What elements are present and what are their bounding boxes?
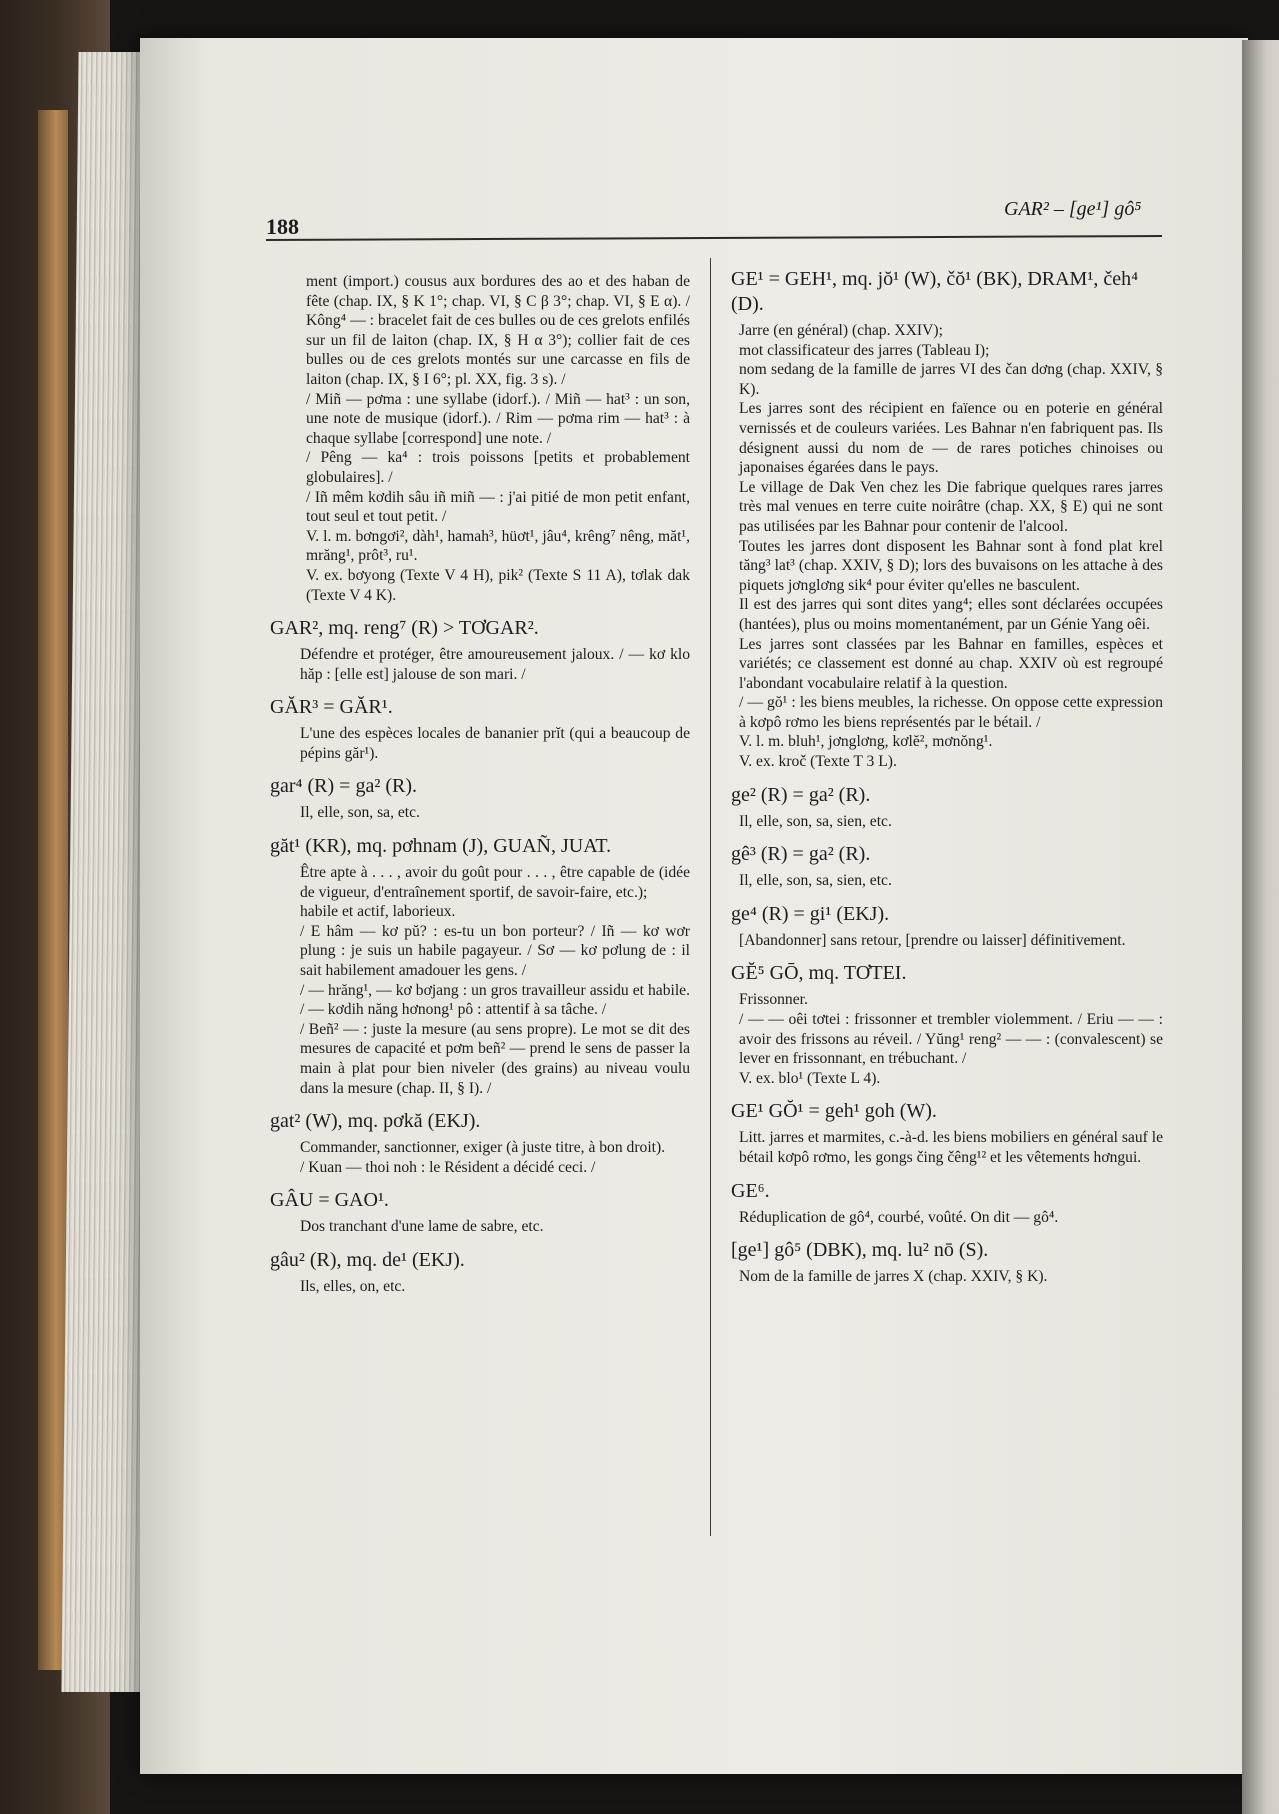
entry-definition: Le village de Dak Ven chez les Die fabrique quelques rares jarres très mal venues en terre cuite noirâtre (chap. XX, § E) qui ne sont pas utilisées par les Bahnar pour contenir de l'alcool. xyxy=(739,478,1163,535)
running-head: GAR² – [ge¹] gô⁵ xyxy=(1004,198,1142,220)
right-column xyxy=(731,256,1163,1287)
entry-definition: Toutes les jarres dont disposent les Bahnar sont à fond plat krel tăng³ lat³ (chap. XXIV, § D); lors des buvaisons on les attache à des piquets jơnglơng sik⁴ pour éviter qu'elles ne basculent. xyxy=(739,537,1163,594)
header-rule xyxy=(266,235,1162,241)
entry-headword: GĂR³ = GĂR¹. xyxy=(270,696,393,719)
entry-headword: [ge¹] gô⁵ (DBK), mq. lu² nō (S). xyxy=(731,1239,989,1262)
entry-definition: nom sedang de la famille de jarres VI des čan dơng (chap. XXIV, § K). xyxy=(739,361,1163,398)
entry-definition: V. ex. kroč (Texte T 3 L). xyxy=(739,753,897,771)
entry-headword: ge² (R) = ga² (R). xyxy=(731,783,871,806)
entry-definition: Jarre (en général) (chap. XXIV); xyxy=(739,322,943,339)
entry-definition: mot classificateur des jarres (Tableau I); xyxy=(739,341,990,359)
entry-definition: Il, elle, son, sa, etc. xyxy=(300,804,420,822)
entry-continuation: / Miñ — pơma : une syllabe (idorf.). / Miñ — hat³ : un son, une note de musique (idorf.). / Rim — pơma rim — hat³ : à chaque syllabe [correspond] une note. / xyxy=(306,390,690,447)
entry-definition: / Beñ² — : juste la mesure (au sens propre). Le mot se dit des mesures de capacité et pơm beñ² — prend le sens de passer la main à plat pour bien niveler (des grains) au niveau voulu dans la mesure (chap. II, § I). / xyxy=(300,1020,690,1097)
entry-headword: GAR², mq. reng⁷ (R) > TƠGAR². xyxy=(270,617,539,640)
left-column xyxy=(270,272,690,1297)
entry-headword: GÂU = GAO¹. xyxy=(270,1189,389,1212)
entry-definition: / Kuan — thoi noh : le Résident a décidé ceci. / xyxy=(300,1158,596,1176)
entry-headword: GE¹ = GEH¹, mq. jŏ¹ (W), čŏ¹ (BK), DRAM¹, čeh⁴ (D). xyxy=(731,268,1139,315)
entry-continuation: V. l. m. bơngơi², dàh¹, hamah³, hüơt¹, jâu⁴, krêng⁷ nêng, măt¹, mrăng¹, prôt³, ru¹. xyxy=(306,527,690,565)
entry-headword: gar⁴ (R) = ga² (R). xyxy=(270,775,417,798)
entry-headword: gê³ (R) = ga² (R). xyxy=(731,843,871,866)
entry-headword: GE⁶. xyxy=(731,1179,770,1202)
entry-headword: găt¹ (KR), mq. pơhnam (J), GUAÑ, JUAT. xyxy=(270,835,612,858)
entry-definition: Commander, sanctionner, exiger (à juste titre, à bon droit). xyxy=(300,1139,666,1157)
entry-definition: Litt. jarres et marmites, c.-à-d. les biens mobiliers en général sauf le bétail kơpô rơmo, les gongs čing čêng¹² et les vêtements hơngui. xyxy=(739,1129,1163,1166)
entry-definition: Dos tranchant d'une lame de sabre, etc. xyxy=(300,1218,544,1236)
entry-headword: GE¹ GŎ¹ = geh¹ goh (W). xyxy=(731,1100,937,1123)
entry-definition: Nom de la famille de jarres X (chap. XXIV, § K). xyxy=(739,1268,1048,1286)
entry-definition: Il est des jarres qui sont dites yang⁴; elles sont déclarées occupées (hantées), plus ou moins momentanément, par un Génie Yang oêi. xyxy=(739,596,1163,633)
entry-definition: / — — oêi tơtei : frissonner et trembler violemment. / Eriu — — : avoir des frissons au réveil. / Yŭng¹ reng² — — : (convalescent) se lever en frissonnant, en trébuchant. / xyxy=(739,1011,1163,1068)
entry-continuation: / Pêng — ka⁴ : trois poissons [petits et probablement globulaires]. / xyxy=(306,449,690,486)
entry-definition: Défendre et protéger, être amoureusement jaloux. / — kơ klo hăp : [elle est] jalouse de son mari. / xyxy=(300,646,690,683)
entry-headword: ge⁴ (R) = gi¹ (EKJ). xyxy=(731,902,890,925)
entry-definition: Il, elle, son, sa, sien, etc. xyxy=(739,812,892,830)
entry-definition: Réduplication de gô⁴, courbé, voûté. On dit — gô⁴. xyxy=(739,1208,1059,1226)
entry-definition: Il, elle, son, sa, sien, etc. xyxy=(739,872,892,890)
entry-definition: / — gŏ¹ : les biens meubles, la richesse. On oppose cette expression à kơpô rơmo les biens représentés par le bétail. / xyxy=(739,694,1163,731)
entry-headword: GĔ⁵ GŌ, mq. TƠTEI. xyxy=(731,962,907,985)
entry-definition: Ils, elles, on, etc. xyxy=(300,1277,406,1295)
entry-definition: / — hrăng¹, — kơ bơjang : un gros travailleur assidu et habile. / — kơdih năng hơnong¹ pô : attentif à sa tâche. / xyxy=(300,981,690,1019)
entry-definition: V. ex. blo¹ (Texte L 4). xyxy=(739,1069,881,1087)
entry-continuation: ment (import.) cousus aux bordures des ao et des haban de fête (chap. IX, § K 1°; chap. VI, § C β 3°; chap. VI, § E α). / Kông⁴ — : bracelet fait de ces bulles ou de ces grelots enfilés sur un fil de laiton (chap. IX, § H α 3°); collier fait de ces bulles ou de ces grelots montés sur une carcasse en fils de laiton (chap. IX, § I 6°; pl. XX, fig. 3 s). / xyxy=(306,273,690,388)
entry-definition: V. l. m. bluh¹, jơnglơng, kơlĕ², mơnŏng¹. xyxy=(739,733,993,751)
entry-definition: Frissonner. xyxy=(739,991,808,1009)
column-divider xyxy=(710,258,711,1536)
entry-definition: Être apte à . . . , avoir du goût pour . . . , être capable de (idée de vigueur, d'entraînement sportif, de savoir-faire, etc.); xyxy=(300,864,690,901)
entry-definition: Les jarres sont des récipient en faïence ou en poterie en général vernissés et de couleurs variées. Les Bahnar n'en fabriquent pas. Ils désignent aussi du nom de — de rares potiches chinoises ou japonaises égarées dans le pays. xyxy=(739,400,1163,477)
entry-definition: Les jarres sont classées par les Bahnar en familles, espèces et variétés; ce classement est donné au chap. XXIV où est regroupé l'abondant vocabulaire relatif à la question. xyxy=(739,635,1163,692)
entry-headword: gâu² (R), mq. de¹ (EKJ). xyxy=(270,1248,465,1271)
entry-definition: L'une des espèces locales de bananier prĭt (qui a beaucoup de pépins găr¹). xyxy=(300,725,690,762)
page-number: 188 xyxy=(266,214,299,239)
entry-definition: [Abandonner] sans retour, [prendre ou laisser] définitivement. xyxy=(739,931,1126,949)
entry-continuation: / Iñ mêm kơdih sâu iñ miñ — : j'ai pitié de mon petit enfant, tout seul et tout petit. / xyxy=(306,488,690,526)
entry-continuation: V. ex. bơyong (Texte V 4 H), pik² (Texte S 11 A), tơlak dak (Texte V 4 K). xyxy=(306,566,690,604)
entry-headword: gat² (W), mq. pơkă (EKJ). xyxy=(270,1110,481,1133)
entry-definition: habile et actif, laborieux. xyxy=(300,903,456,921)
entry-definition: / E hâm — kơ pŭ? : es-tu un bon porteur? / Iñ — kơ wơr plung : je suis un habile pagayeur. / Sơ — kơ pơlung de : il sait habilement amadouer les gens. / xyxy=(300,922,690,980)
